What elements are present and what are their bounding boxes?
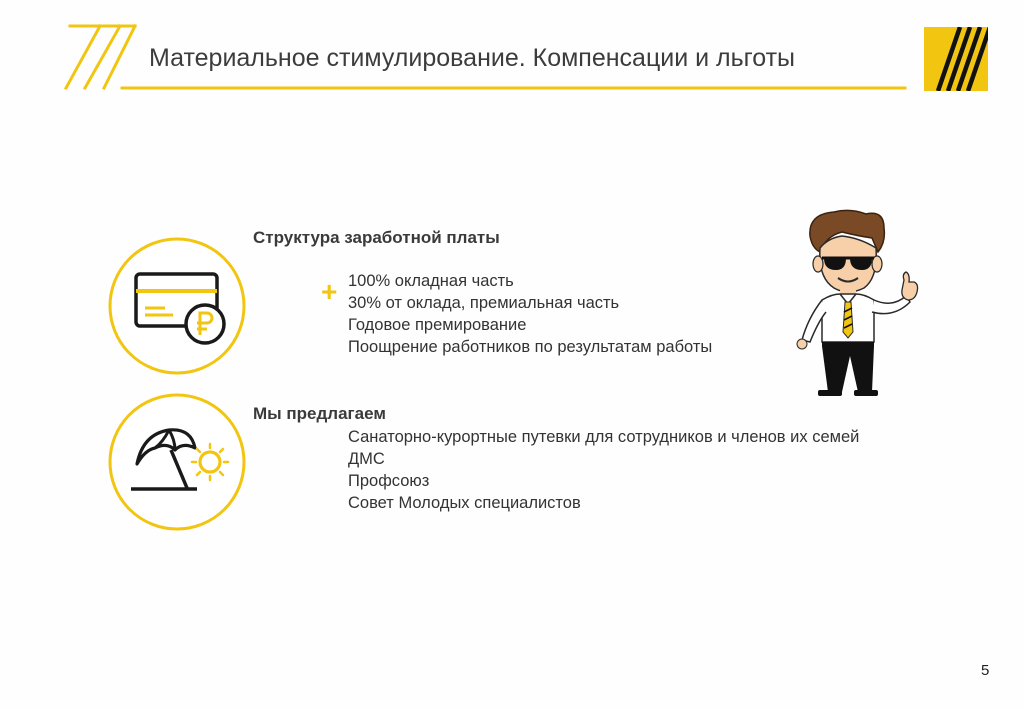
plus-icon: + xyxy=(321,276,338,307)
benefits-item: Санаторно-курортные путевки для сотрудников и членов их семей xyxy=(348,428,860,446)
salary-list xyxy=(348,270,712,358)
logo-box xyxy=(924,27,988,91)
salary-heading: Структура заработной платы xyxy=(253,228,500,247)
salary-icon-circle xyxy=(107,236,247,376)
benefits-heading: Мы предлагаем xyxy=(253,404,386,423)
salary-item: Поощрение работников по результатам работы xyxy=(348,338,713,356)
salary-item: 30% от оклада, премиальная часть xyxy=(348,294,620,312)
benefits-item: Совет Молодых специалистов xyxy=(348,494,581,512)
benefits-item: ДМС xyxy=(348,450,385,468)
salary-item: 100% окладная часть xyxy=(348,272,514,290)
businessman-illustration xyxy=(788,208,928,400)
salary-item: Годовое премирование xyxy=(348,316,527,334)
page-number: 5 xyxy=(981,662,990,679)
benefits-list xyxy=(348,426,859,514)
benefits-icon-circle xyxy=(107,392,247,532)
slide-title: Материальное стимулирование. Компенсации и льготы xyxy=(149,44,796,72)
benefits-item: Профсоюз xyxy=(348,472,430,490)
